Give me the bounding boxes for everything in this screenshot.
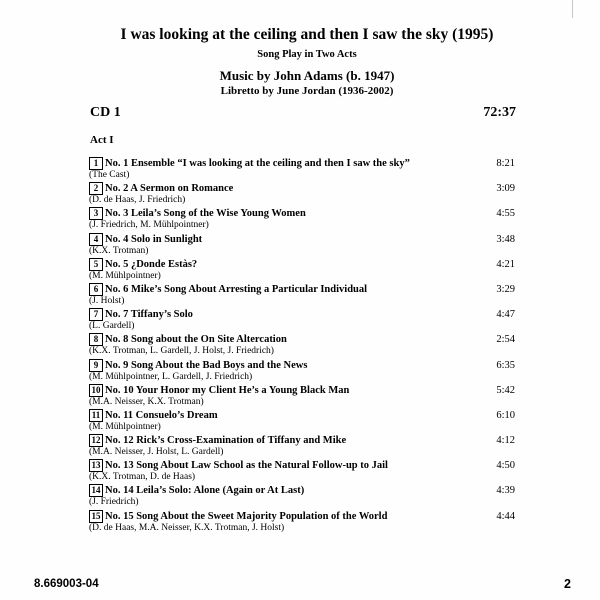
track-duration: 2:54 [496, 334, 515, 346]
track-duration: 6:10 [496, 409, 515, 421]
page-edge-line [572, 0, 573, 18]
track-number-box: 12 [89, 434, 103, 447]
track-performers: (D. de Haas, M.A. Neisser, K.X. Trotman, J. Holst) [89, 522, 285, 533]
act-heading: Act I [90, 134, 114, 146]
track-performers: (D. de Haas, J. Friedrich) [89, 195, 186, 206]
track-title: No. 13 Song About Law School as the Natural Follow-up to Jail [105, 460, 388, 472]
composer-credit: Music by John Adams (b. 1947) [219, 68, 395, 83]
track-item [89, 384, 519, 409]
track-item [89, 233, 519, 258]
track-duration: 4:47 [496, 309, 515, 321]
track-duration: 6:35 [496, 359, 515, 371]
track-number-box: 5 [89, 258, 103, 271]
track-number-box: 8 [89, 333, 103, 346]
track-item [89, 157, 519, 182]
track-item [89, 333, 519, 358]
track-item [89, 258, 519, 283]
track-duration: 3:09 [496, 183, 515, 195]
track-title: No. 6 Mike’s Song About Arresting a Particular Individual [105, 283, 368, 295]
track-duration: 4:12 [496, 435, 515, 447]
track-title-line [89, 484, 304, 497]
track-item [89, 484, 519, 509]
track-title: No. 7 Tiffany’s Solo [105, 309, 193, 321]
track-title-line [89, 308, 193, 321]
track-item [89, 207, 519, 232]
track-performers: (M.A. Neisser, K.X. Trotman) [89, 396, 204, 407]
track-item [89, 359, 519, 384]
disc-heading [90, 105, 520, 125]
track-number-box: 4 [89, 233, 103, 246]
track-title: No. 9 Song About the Bad Boys and the News [105, 359, 308, 371]
track-title-line [89, 459, 388, 472]
track-performers: (The Cast) [89, 170, 130, 180]
track-number-box: 6 [89, 283, 103, 296]
track-duration: 3:29 [496, 283, 515, 295]
track-performers: (M. Mühlpointner, L. Gardell, J. Friedrich) [89, 371, 253, 382]
track-number-box: 11 [89, 409, 103, 422]
track-number-box: 7 [89, 308, 103, 321]
work-subtitle: Song Play in Two Acts [257, 49, 357, 60]
track-number-box: 1 [89, 157, 103, 170]
track-title: No. 12 Rick’s Cross-Examination of Tiffany and Mike [105, 435, 347, 447]
track-title-line [89, 283, 367, 296]
track-title-line [89, 333, 287, 346]
track-performers: (K.X. Trotman, D. de Haas) [89, 472, 196, 483]
track-performers: (M. Mühlpointner) [89, 270, 161, 281]
track-title-line [89, 510, 387, 523]
track-number-box: 14 [89, 484, 103, 497]
track-title-line [89, 384, 349, 397]
track-duration: 4:44 [496, 510, 515, 522]
track-duration: 4:39 [496, 485, 515, 497]
track-title-line [89, 157, 410, 170]
track-number-box: 15 [89, 510, 103, 523]
track-title-line [89, 359, 307, 372]
track-number-box: 13 [89, 459, 103, 472]
track-title: No. 15 Song About the Sweet Majority Population of the World [105, 510, 388, 522]
track-title: No. 8 Song about the On Site Altercation [105, 334, 287, 346]
track-item [89, 409, 519, 434]
track-duration: 5:42 [496, 384, 515, 396]
track-title: No. 11 Consuelo’s Dream [105, 409, 218, 421]
track-performers: (J. Friedrich, M. Mühlpointner) [89, 220, 209, 231]
track-performers: (K.X. Trotman, L. Gardell, J. Holst, J. Friedrich) [89, 346, 274, 357]
track-title-line [89, 182, 233, 195]
track-performers: (M. Mühlpointner) [89, 421, 161, 432]
track-title: No. 14 Leila’s Solo: Alone (Again or At Last) [105, 485, 305, 497]
track-duration: 4:21 [496, 258, 515, 270]
track-performers: (J. Holst) [89, 295, 125, 306]
page-number: 2 [564, 577, 571, 591]
track-list [89, 157, 519, 535]
track-duration: 4:55 [496, 208, 515, 220]
track-item [89, 510, 519, 535]
disc-label: CD 1 [90, 105, 121, 120]
track-number-box: 10 [89, 384, 103, 397]
track-title-line [89, 409, 218, 422]
track-number-box: 9 [89, 359, 103, 372]
track-title-line [89, 233, 202, 246]
track-duration: 8:21 [496, 158, 515, 169]
disc-total-time: 72:37 [483, 105, 516, 120]
track-performers: (L. Gardell) [89, 321, 135, 332]
track-title: No. 1 Ensemble “I was looking at the ceiling and then I saw the sky” [105, 158, 410, 169]
track-number-box: 3 [89, 207, 103, 220]
librettist-credit: Libretto by June Jordan (1936-2002) [220, 85, 394, 97]
track-title-line [89, 258, 197, 271]
track-performers: (J. Friedrich) [89, 497, 139, 508]
track-item [89, 308, 519, 333]
track-title-line [89, 207, 306, 220]
track-title: No. 4 Solo in Sunlight [105, 233, 203, 245]
track-title-line [89, 434, 346, 447]
track-item [89, 283, 519, 308]
track-item [89, 182, 519, 207]
track-performers: (M.A. Neisser, J. Holst, L. Gardell) [89, 447, 224, 458]
header [0, 25, 600, 99]
track-item [89, 459, 519, 484]
track-number-box: 2 [89, 182, 103, 195]
track-item [89, 434, 519, 459]
track-title: No. 10 Your Honor my Client He’s a Young Black Man [105, 384, 350, 396]
track-title: No. 5 ¿Donde Estàs? [105, 258, 198, 270]
track-duration: 3:48 [496, 233, 515, 245]
track-performers: (K.X. Trotman) [89, 245, 149, 256]
track-title: No. 3 Leila’s Song of the Wise Young Women [105, 208, 306, 220]
track-title: No. 2 A Sermon on Romance [105, 183, 234, 195]
track-duration: 4:50 [496, 460, 515, 472]
catalog-number: 8.669003-04 [34, 578, 99, 590]
work-title: I was looking at the ceiling and then I saw the sky (1995) [120, 26, 494, 43]
